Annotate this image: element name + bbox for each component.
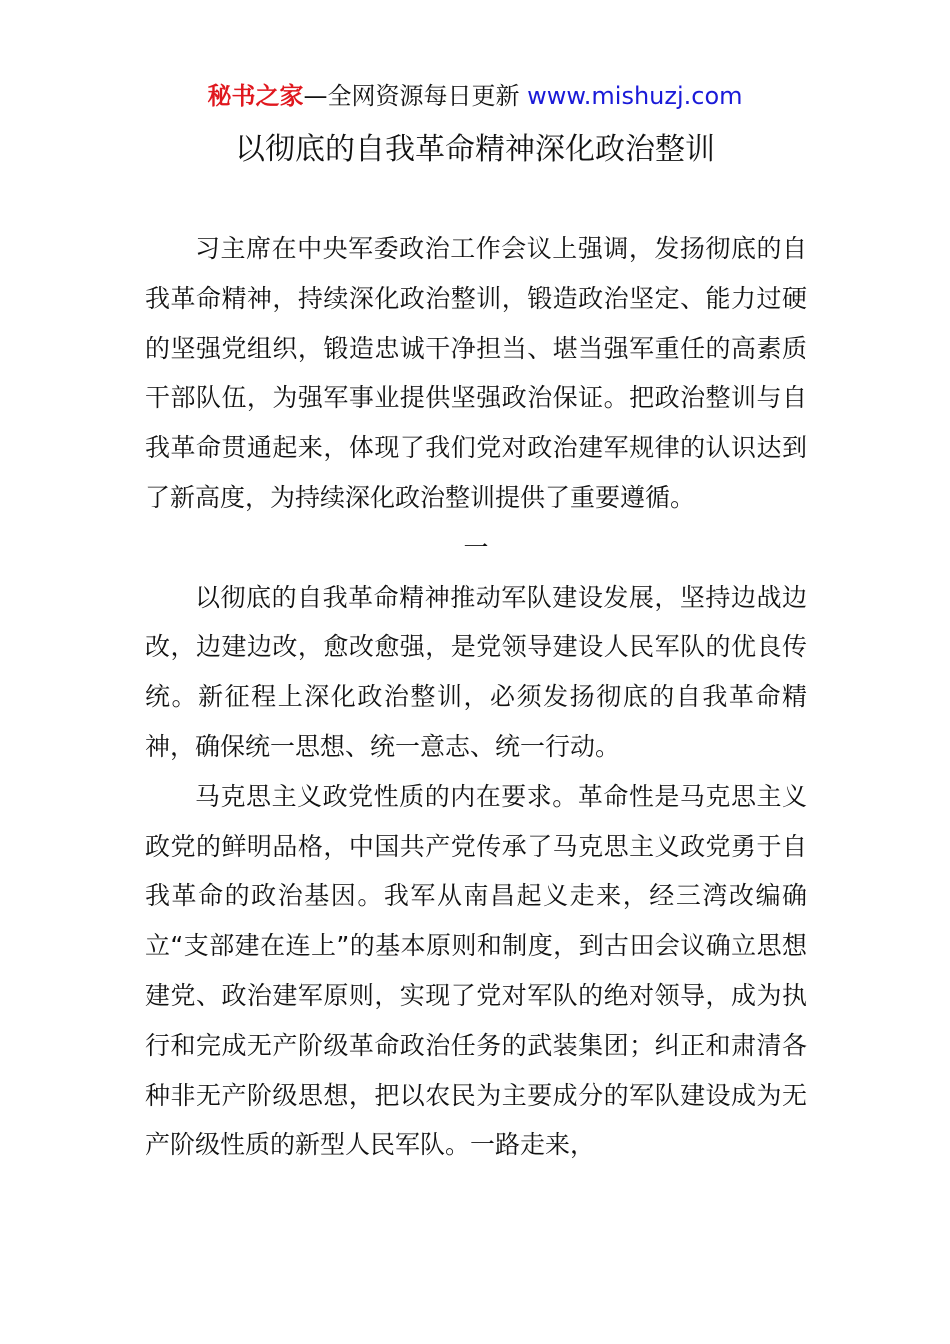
page-header <box>0 80 950 112</box>
section-number: 一 <box>463 532 489 562</box>
body-paragraph: 马克思主义政党性质的内在要求。革命性是马克思主义政党的鲜明品格，中国共产党传承了马克思主义政党勇于自我革命的政治基因。我军从南昌起义走来，经三湾改编确立“支部建在连上”的基本原则和制度，到古田会议确立思想建党、政治建军原则，实现了党对军队的绝对领导，成为执行和完成无产阶级革命政治任务的武装集团；纠正和肃清各种非无产阶级思想，把以农民为主要成分的军队建设成为无产阶级性质的新型人民军队。一路走来， <box>145 781 807 1160</box>
body-paragraph: 习主席在中央军委政治工作会议上强调，发扬彻底的自我革命精神，持续深化政治整训，锻造政治坚定、能力过硬的坚强党组织，锻造忠诚干净担当、堪当强军重任的高素质干部队伍，为强军事业提供坚强政治保证。把政治整训与自我革命贯通起来，体现了我们党对政治建军规律的认识达到了新高度，为持续深化政治整训提供了重要遵循。 <box>145 234 807 512</box>
header-tagline: —全网资源每日更新 <box>303 82 528 110</box>
document-body <box>145 224 807 1170</box>
brand-name: 秘书之家 <box>207 82 304 110</box>
site-url[interactable]: www.mishuzj.com <box>527 82 743 110</box>
body-paragraph: 以彻底的自我革命精神推动军队建设发展，坚持边战边改，边建边改，愈改愈强，是党领导建设人民军队的优良传统。新征程上深化政治整训，必须发扬彻底的自我革命精神，确保统一思想、统一意志、统一行动。 <box>145 582 807 761</box>
document-title: 以彻底的自我革命精神深化政治整训 <box>235 132 715 167</box>
